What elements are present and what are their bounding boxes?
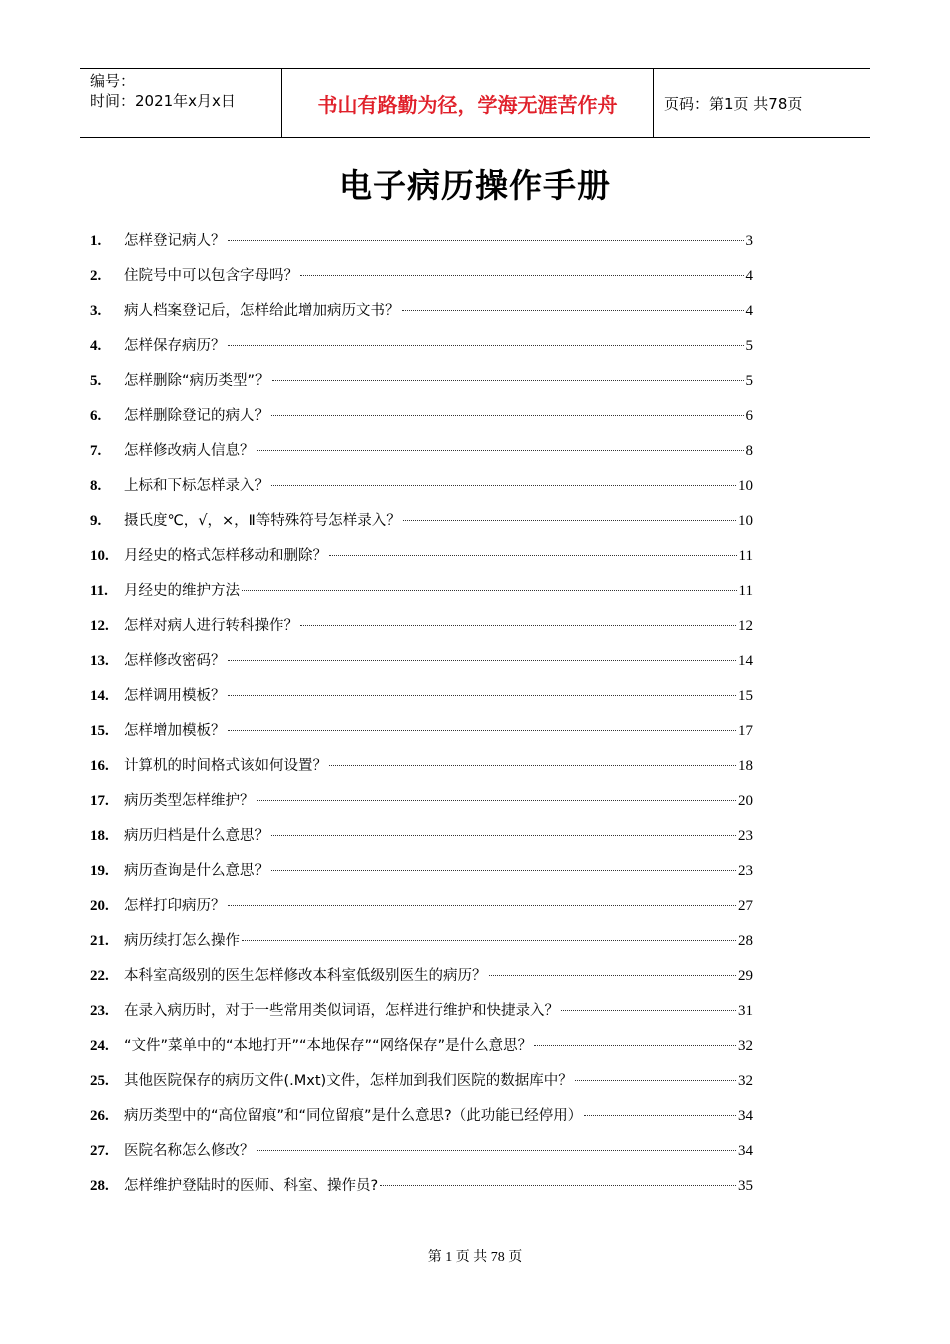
toc-entry-title[interactable]: 怎样登记病人？ bbox=[124, 233, 226, 249]
toc-entry-number: 28. bbox=[90, 1178, 109, 1194]
toc-entry-page: 11 bbox=[738, 583, 753, 599]
page-header bbox=[80, 68, 870, 138]
toc-entry-title[interactable]: 月经史的格式怎样移动和删除？ bbox=[124, 548, 327, 564]
toc-entry-title[interactable]: 病历归档是什么意思？ bbox=[124, 828, 269, 844]
toc-dot-leader bbox=[271, 415, 744, 416]
header-motto: 书山有路勤为径，学海无涯苦作舟 bbox=[282, 69, 654, 137]
toc-dot-leader bbox=[575, 1080, 736, 1081]
toc-entry-title[interactable]: 计算机的时间格式该如何设置？ bbox=[124, 758, 327, 774]
toc-entry[interactable] bbox=[90, 471, 753, 506]
toc-entry-number: 5. bbox=[90, 373, 102, 389]
toc-entry-title[interactable]: 病历类型怎样维护？ bbox=[124, 793, 255, 809]
toc-entry[interactable] bbox=[90, 261, 753, 296]
toc-entry-number: 4. bbox=[90, 338, 102, 354]
toc-entry[interactable] bbox=[90, 226, 753, 261]
toc-entry-number: 18. bbox=[90, 828, 109, 844]
toc-entry-title[interactable]: 怎样增加模板？ bbox=[124, 723, 226, 739]
toc-entry-title[interactable]: 其他医院保存的病历文件(.Mxt)文件，怎样加到我们医院的数据库中？ bbox=[124, 1073, 573, 1089]
toc-entry-number: 25. bbox=[90, 1073, 109, 1089]
toc-entry[interactable] bbox=[90, 1136, 753, 1171]
toc-entry-number: 22. bbox=[90, 968, 109, 984]
time-label: 时间：2021年x月x日 bbox=[90, 92, 236, 110]
toc-entry-page: 8 bbox=[745, 443, 753, 459]
toc-entry-title[interactable]: 病历类型中的“高位留痕”和“同位留痕”是什么意思?（此功能已经停用） bbox=[124, 1108, 583, 1124]
toc-dot-leader bbox=[242, 940, 736, 941]
toc-entry-number: 3. bbox=[90, 303, 102, 319]
header-page-info: 页码：第1页 共78页 bbox=[664, 94, 803, 113]
toc-entry-page: 10 bbox=[738, 513, 753, 529]
number-label: 编号： bbox=[90, 72, 136, 90]
toc-entry-page: 34 bbox=[738, 1108, 753, 1124]
document-title: 电子病历操作手册 bbox=[339, 166, 611, 205]
toc-entry[interactable] bbox=[90, 751, 753, 786]
toc-dot-leader bbox=[257, 800, 737, 801]
toc-entry-number: 10. bbox=[90, 548, 109, 564]
table-of-contents bbox=[90, 226, 753, 1206]
toc-entry-number: 7. bbox=[90, 443, 102, 459]
toc-entry[interactable] bbox=[90, 1066, 753, 1101]
toc-entry[interactable] bbox=[90, 926, 753, 961]
toc-entry-number: 15. bbox=[90, 723, 109, 739]
toc-entry[interactable] bbox=[90, 541, 753, 576]
toc-entry[interactable] bbox=[90, 611, 753, 646]
toc-entry-page: 3 bbox=[745, 233, 753, 249]
toc-entry-number: 20. bbox=[90, 898, 109, 914]
toc-entry-page: 31 bbox=[738, 1003, 753, 1019]
toc-entry-title[interactable]: “文件”菜单中的“本地打开”“本地保存”“网络保存”是什么意思？ bbox=[124, 1038, 533, 1054]
toc-entry-page: 27 bbox=[738, 898, 753, 914]
toc-entry-number: 26. bbox=[90, 1108, 109, 1124]
toc-entry-number: 6. bbox=[90, 408, 102, 424]
toc-entry-page: 34 bbox=[738, 1143, 753, 1159]
toc-entry-page: 28 bbox=[738, 933, 753, 949]
toc-entry[interactable] bbox=[90, 996, 753, 1031]
toc-entry[interactable] bbox=[90, 821, 753, 856]
toc-entry[interactable] bbox=[90, 856, 753, 891]
header-meta bbox=[80, 69, 282, 137]
toc-entry[interactable] bbox=[90, 716, 753, 751]
toc-entry-number: 11. bbox=[90, 583, 108, 599]
toc-dot-leader bbox=[403, 520, 736, 521]
toc-dot-leader bbox=[300, 625, 736, 626]
toc-entry[interactable] bbox=[90, 681, 753, 716]
toc-entry[interactable] bbox=[90, 646, 753, 681]
toc-entry-title[interactable]: 上标和下标怎样录入？ bbox=[124, 478, 269, 494]
toc-entry-page: 5 bbox=[745, 338, 753, 354]
toc-entry-title[interactable]: 怎样删除“病历类型”？ bbox=[124, 373, 270, 389]
toc-dot-leader bbox=[534, 1045, 736, 1046]
toc-entry[interactable] bbox=[90, 331, 753, 366]
toc-entry-page: 4 bbox=[745, 268, 753, 284]
toc-dot-leader bbox=[272, 380, 744, 381]
toc-dot-leader bbox=[584, 1115, 736, 1116]
toc-dot-leader bbox=[228, 730, 737, 731]
toc-dot-leader bbox=[402, 310, 744, 311]
toc-dot-leader bbox=[228, 660, 737, 661]
toc-entry-page: 23 bbox=[738, 863, 753, 879]
toc-entry-page: 35 bbox=[738, 1178, 753, 1194]
toc-entry-page: 29 bbox=[738, 968, 753, 984]
toc-entry-title[interactable]: 病人档案登记后，怎样给此增加病历文书？ bbox=[124, 303, 400, 319]
toc-entry-title[interactable]: 怎样修改病人信息？ bbox=[124, 443, 255, 459]
toc-entry-title[interactable]: 怎样对病人进行转科操作？ bbox=[124, 618, 298, 634]
toc-entry-page: 12 bbox=[738, 618, 753, 634]
toc-entry-title[interactable]: 怎样调用模板？ bbox=[124, 688, 226, 704]
toc-entry-title[interactable]: 月经史的维护方法 bbox=[124, 583, 240, 599]
toc-dot-leader bbox=[329, 555, 737, 556]
toc-entry[interactable] bbox=[90, 366, 753, 401]
toc-entry-number: 12. bbox=[90, 618, 109, 634]
toc-entry-number: 1. bbox=[90, 233, 102, 249]
toc-dot-leader bbox=[329, 765, 736, 766]
toc-entry-number: 2. bbox=[90, 268, 102, 284]
toc-dot-leader bbox=[271, 870, 736, 871]
toc-dot-leader bbox=[380, 1185, 736, 1186]
toc-entry[interactable] bbox=[90, 436, 753, 471]
toc-entry-page: 5 bbox=[745, 373, 753, 389]
page-footer: 第 1 页 共 78 页 bbox=[427, 1250, 523, 1265]
toc-entry-number: 27. bbox=[90, 1143, 109, 1159]
toc-entry[interactable] bbox=[90, 961, 753, 996]
toc-dot-leader bbox=[300, 275, 744, 276]
toc-dot-leader bbox=[257, 450, 744, 451]
toc-entry-number: 24. bbox=[90, 1038, 109, 1054]
toc-entry-page: 32 bbox=[738, 1038, 753, 1054]
toc-dot-leader bbox=[271, 485, 736, 486]
toc-entry-title[interactable]: 住院号中可以包含字母吗？ bbox=[124, 268, 298, 284]
toc-entry-page: 6 bbox=[745, 408, 753, 424]
toc-entry-number: 23. bbox=[90, 1003, 109, 1019]
toc-entry-number: 13. bbox=[90, 653, 109, 669]
toc-entry-number: 21. bbox=[90, 933, 109, 949]
toc-dot-leader bbox=[489, 975, 737, 976]
toc-entry-title[interactable]: 怎样保存病历？ bbox=[124, 338, 226, 354]
toc-entry-number: 14. bbox=[90, 688, 109, 704]
toc-dot-leader bbox=[561, 1010, 736, 1011]
toc-entry-number: 9. bbox=[90, 513, 102, 529]
toc-entry[interactable] bbox=[90, 401, 753, 436]
toc-entry-page: 23 bbox=[738, 828, 753, 844]
toc-entry[interactable] bbox=[90, 1171, 753, 1206]
toc-entry-title[interactable]: 摄氏度℃，√，×，Ⅱ等特殊符号怎样录入？ bbox=[124, 513, 401, 529]
toc-entry[interactable] bbox=[90, 1101, 753, 1136]
toc-dot-leader bbox=[228, 695, 737, 696]
toc-dot-leader bbox=[257, 1150, 737, 1151]
toc-entry-page: 11 bbox=[738, 548, 753, 564]
toc-entry-number: 19. bbox=[90, 863, 109, 879]
toc-entry-page: 20 bbox=[738, 793, 753, 809]
toc-entry-page: 10 bbox=[738, 478, 753, 494]
toc-dot-leader bbox=[242, 590, 737, 591]
toc-entry-number: 16. bbox=[90, 758, 109, 774]
toc-entry-title[interactable]: 怎样打印病历？ bbox=[124, 898, 226, 914]
toc-entry-page: 32 bbox=[738, 1073, 753, 1089]
toc-entry-page: 15 bbox=[738, 688, 753, 704]
toc-dot-leader bbox=[228, 345, 744, 346]
toc-entry[interactable] bbox=[90, 891, 753, 926]
toc-entry[interactable] bbox=[90, 576, 753, 611]
toc-dot-leader bbox=[271, 835, 736, 836]
toc-entry-title[interactable]: 病历续打怎么操作 bbox=[124, 933, 240, 949]
toc-entry-number: 17. bbox=[90, 793, 109, 809]
toc-entry-title[interactable]: 病历查询是什么意思？ bbox=[124, 863, 269, 879]
toc-dot-leader bbox=[228, 240, 744, 241]
toc-entry-title[interactable]: 本科室高级别的医生怎样修改本科室低级别医生的病历？ bbox=[124, 968, 487, 984]
toc-entry-title[interactable]: 怎样维护登陆时的医师、科室、操作员? bbox=[124, 1178, 379, 1194]
toc-entry-page: 17 bbox=[738, 723, 753, 739]
toc-entry-page: 4 bbox=[745, 303, 753, 319]
toc-entry-title[interactable]: 怎样修改密码？ bbox=[124, 653, 226, 669]
toc-entry-title[interactable]: 医院名称怎么修改？ bbox=[124, 1143, 255, 1159]
toc-entry[interactable] bbox=[90, 296, 753, 331]
toc-entry-page: 18 bbox=[738, 758, 753, 774]
toc-entry[interactable] bbox=[90, 786, 753, 821]
toc-entry-title[interactable]: 怎样删除登记的病人？ bbox=[124, 408, 269, 424]
toc-entry-page: 14 bbox=[738, 653, 753, 669]
toc-entry[interactable] bbox=[90, 1031, 753, 1066]
toc-entry[interactable] bbox=[90, 506, 753, 541]
toc-dot-leader bbox=[228, 905, 737, 906]
toc-entry-title[interactable]: 在录入病历时，对于一些常用类似词语，怎样进行维护和快捷录入？ bbox=[124, 1003, 559, 1019]
toc-entry-number: 8. bbox=[90, 478, 102, 494]
